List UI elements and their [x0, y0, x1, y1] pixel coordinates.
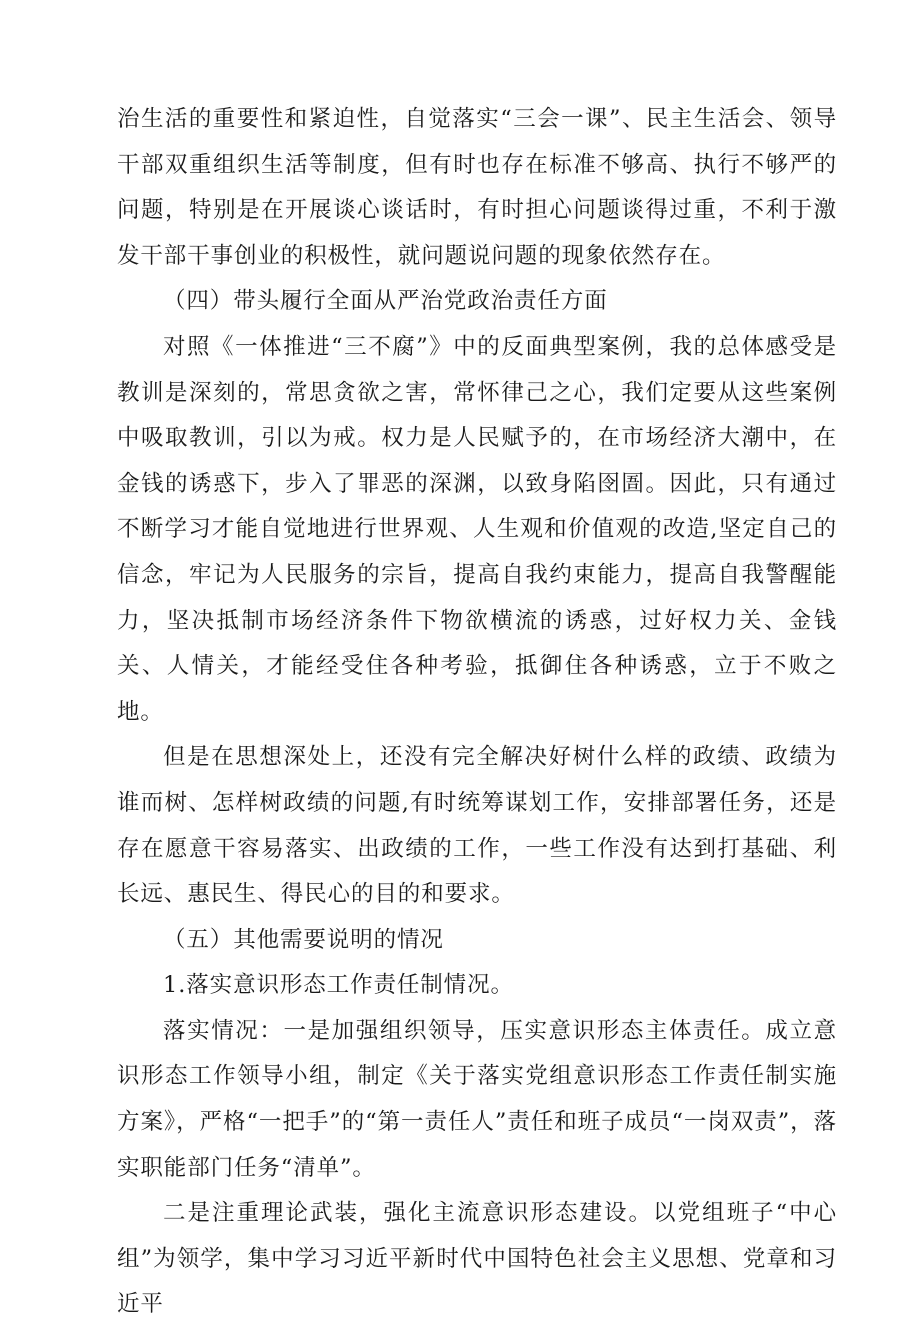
section-heading-5: （五）其他需要说明的情况 [163, 926, 444, 953]
paragraph-theory-study: 二是注重理论武装，强化主流意识形态建设。以党组班子“中心组”为领学，集中学习习近平新时代中国特色社会主义思想、党章和习近平 [117, 1200, 837, 1318]
paragraph-achievement-view: 但是在思想深处上，还没有完全解决好树什么样的政绩、政绩为谁而树、怎样树政绩的问题,有时统筹谋划工作，安排部署任务，还是存在愿意干容易落实、出政绩的工作，一些工作没有达到打基础、利长远、惠民生、得民心的目的和要求。 [117, 744, 837, 908]
paragraph-continuation: 治生活的重要性和紧迫性，自觉落实“三会一课”、民主生活会、领导干部双重组织生活等制度，但有时也存在标准不够高、执行不够严的问题，特别是在开展谈心谈话时，有时担心问题谈得过重，不利于激发干部干事创业的积极性，就问题说问题的现象依然存在。 [117, 106, 837, 269]
paragraph-case-reflection: 对照《一体推进“三不腐”》中的反面典型案例，我的总体感受是教训是深刻的，常思贪欲之害，常怀律己之心，我们定要从这些案例中吸取教训，引以为戒。权力是人民赋予的，在市场经济大潮中，在金钱的诱惑下，步入了罪恶的深渊，以致身陷囹圄。因此，只有通过不断学习才能自觉地进行世界观、人生观和价值观的改造,坚定自己的信念，牢记为人民服务的宗旨，提高自我约束能力，提高自我警醒能力，坚决抵制市场经济条件下物欲横流的诱惑，过好权力关、金钱关、人情关，才能经受住各种考验，抵御住各种诱惑，立于不败之地。 [117, 333, 837, 725]
document-body [117, 97, 837, 1328]
subsection-heading-1: 1.落实意识形态工作责任制情况。 [163, 972, 514, 999]
section-heading-4: （四）带头履行全面从严治党政治责任方面 [163, 288, 608, 315]
paragraph-implementation: 落实情况：一是加强组织领导，压实意识形态主体责任。成立意识形态工作领导小组，制定《关于落实党组意识形态工作责任制实施方案》，严格“一把手”的“第一责任人”责任和班子成员“一岗双责”，落实职能部门任务“清单”。 [117, 1017, 837, 1181]
